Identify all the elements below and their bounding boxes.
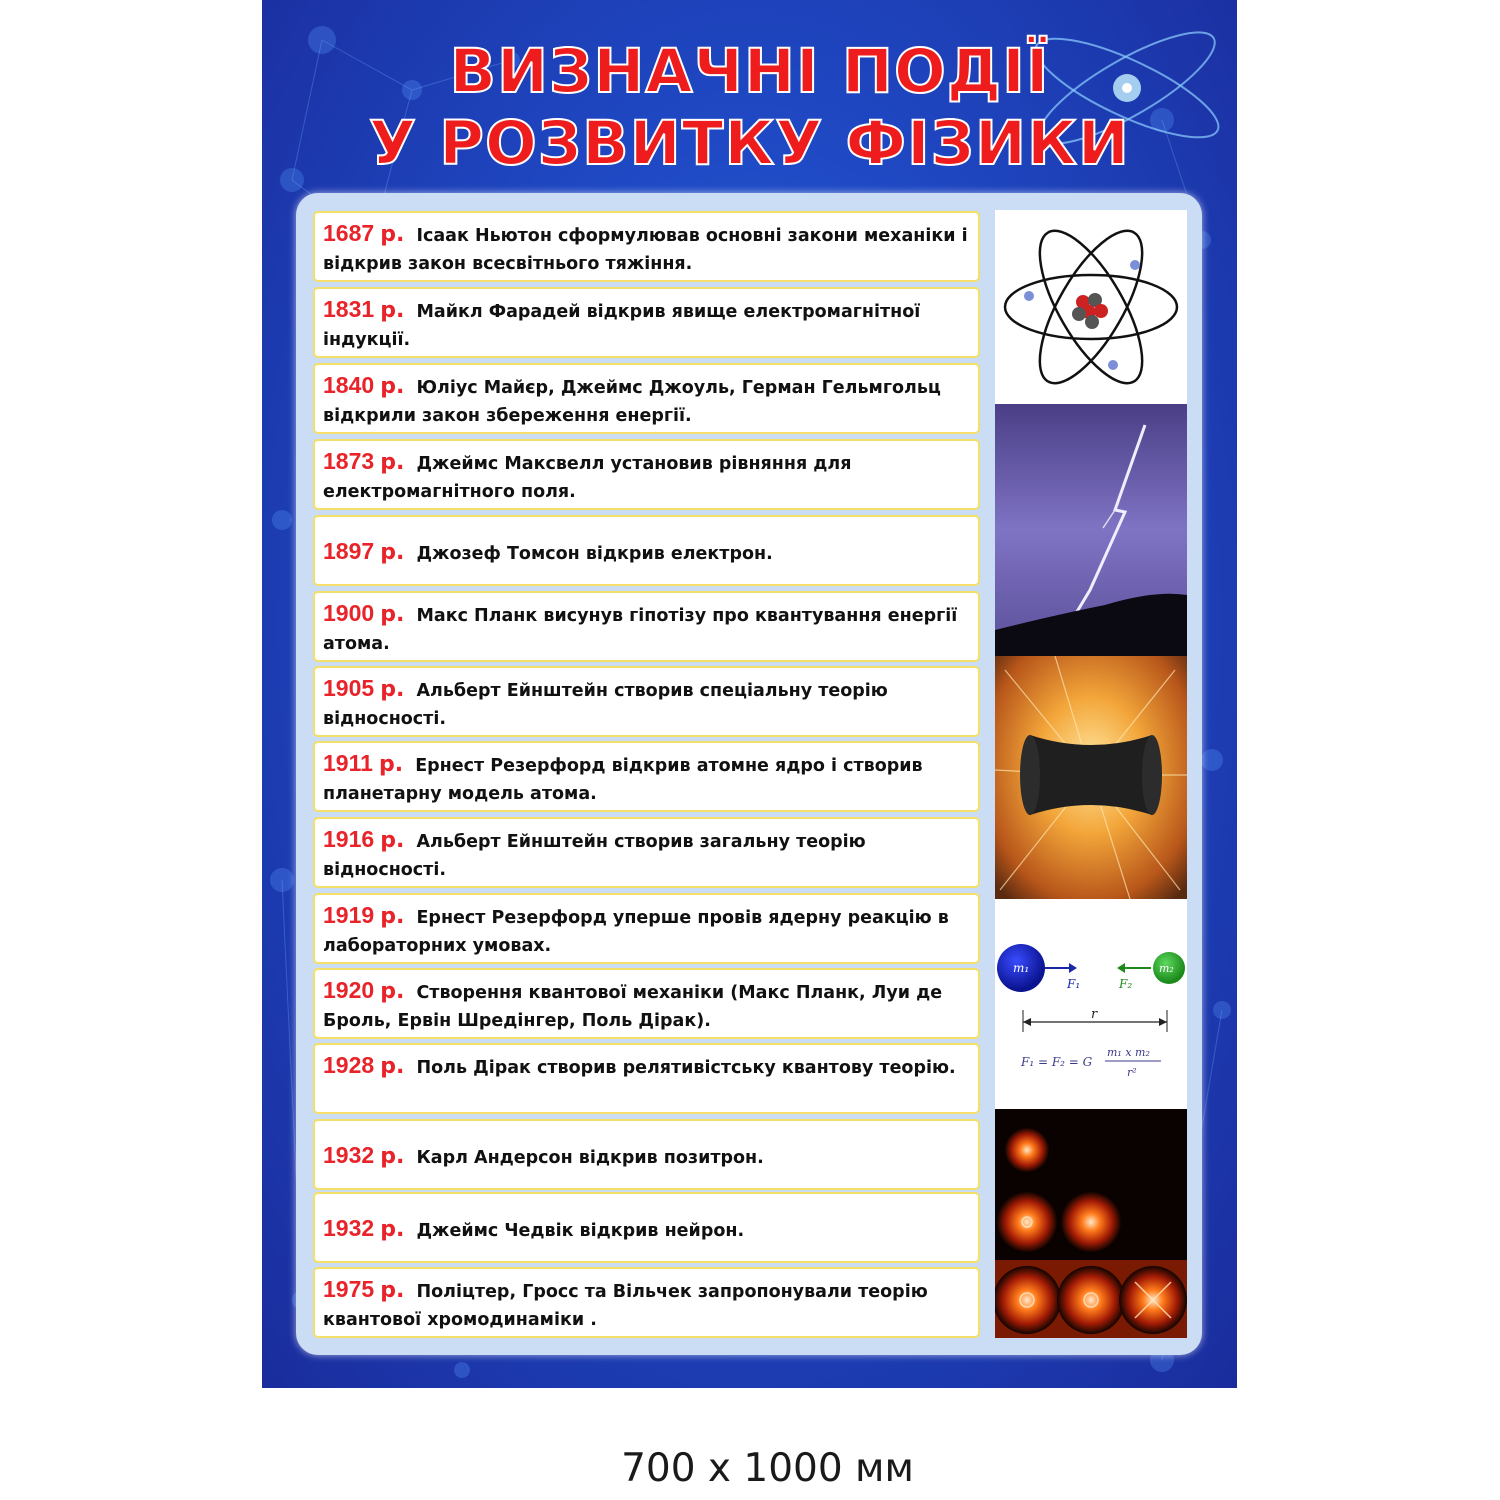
r-label: r [1091, 1007, 1098, 1022]
event-year: 1905 [323, 675, 375, 701]
event-year: 1932 [323, 1142, 375, 1168]
event-year: 1975 [323, 1276, 375, 1302]
event-year-suffix: р. [380, 979, 405, 1004]
event-year-suffix: р. [380, 1054, 405, 1079]
event-card [313, 893, 980, 964]
event-year: 1840 [323, 372, 375, 398]
title-line-1: ВИЗНАЧНІ ПОДІЇ [449, 36, 1050, 107]
event-text: Майкл Фарадей відкрив явище електромагнітної індукції. [323, 302, 921, 350]
event-card [313, 666, 980, 737]
event-year: 1920 [323, 977, 375, 1003]
particle-collision-photo [995, 656, 1187, 899]
illustration-column [995, 210, 1187, 1338]
poster-title [262, 36, 1237, 180]
event-year: 1928 [323, 1052, 375, 1078]
event-card [313, 591, 980, 662]
event-card [313, 515, 980, 586]
m1-label: m₁ [1013, 961, 1030, 975]
event-card [313, 211, 980, 282]
event-text: Ісаак Ньютон сформулював основні закони механіки і відкрив закон всесвітнього тяжіння. [323, 226, 968, 274]
event-text: Джеймс Максвелл установив рівняння для електромагнітного поля. [323, 454, 852, 502]
event-year-suffix: р. [380, 1144, 405, 1169]
event-year: 1831 [323, 296, 375, 322]
event-year: 1873 [323, 448, 375, 474]
event-year-suffix: р. [380, 1278, 405, 1303]
event-card [313, 1043, 980, 1114]
event-text: Ернест Резерфорд уперше провів ядерну реакцію в лабораторних умовах. [323, 908, 949, 956]
event-year-suffix: р. [380, 602, 405, 627]
event-year: 1911 [323, 750, 373, 776]
m2-label: m₂ [1159, 962, 1174, 975]
event-year-suffix: р. [380, 904, 405, 929]
event-year-suffix: р. [380, 1217, 405, 1242]
event-card [313, 741, 980, 812]
event-year-suffix: р. [380, 540, 405, 565]
event-year-suffix: р. [380, 828, 405, 853]
event-year: 1932 [323, 1215, 375, 1241]
f2-label: F₂ [1119, 977, 1133, 991]
event-text: Створення квантової механіки (Макс Планк, Луи де Броль, Ервін Шредінгер, Поль Дірак). [323, 983, 943, 1031]
event-text: Карл Андерсон відкрив позитрон. [416, 1148, 764, 1168]
event-year: 1687 [323, 220, 375, 246]
event-card [313, 363, 980, 434]
f1-label: F₁ [1067, 977, 1081, 991]
atom-icon [995, 210, 1187, 404]
event-year: 1919 [323, 902, 375, 928]
lightning-photo [995, 404, 1187, 656]
gravity-diagram [995, 899, 1187, 1109]
event-year-suffix: р. [380, 450, 405, 475]
event-year-suffix: р. [380, 298, 405, 323]
event-text: Ернест Резерфорд відкрив атомне ядро і створив планетарну модель атома. [323, 756, 923, 804]
formula-left: F₁ = F₂ = G [1021, 1055, 1093, 1069]
formula-numerator: m₁ x m₂ [1107, 1046, 1150, 1059]
event-year: 1897 [323, 538, 375, 564]
event-card [313, 1119, 980, 1190]
orbital-heatmap [995, 1109, 1187, 1338]
event-text: Альберт Ейнштейн створив загальну теорію відносності. [323, 832, 866, 880]
title-line-2: У РОЗВИТКУ ФІЗИКИ [369, 108, 1130, 179]
event-year-suffix: р. [379, 752, 404, 777]
event-year: 1900 [323, 600, 375, 626]
event-card [313, 968, 980, 1039]
event-year-suffix: р. [380, 374, 405, 399]
event-text: Поль Дірак створив релятивістську квантову теорію. [416, 1058, 956, 1078]
event-card [313, 439, 980, 510]
event-text: Поліцтер, Гросс та Вільчек запропонували теорію квантової хромодинаміки . [323, 1282, 928, 1330]
event-year-suffix: р. [380, 677, 405, 702]
event-year: 1916 [323, 826, 375, 852]
event-text: Джеймс Чедвік відкрив нейрон. [416, 1221, 745, 1241]
event-text: Джозеф Томсон відкрив електрон. [416, 544, 773, 564]
size-caption: 700 x 1000 мм [621, 1446, 914, 1491]
event-card [313, 1192, 980, 1263]
formula-denominator: r² [1127, 1066, 1137, 1079]
event-card [313, 287, 980, 358]
event-text: Макс Планк висунув гіпотізу про квантування енергії атома. [323, 606, 958, 654]
event-text: Юліус Майєр, Джеймс Джоуль, Герман Гельмгольц відкрили закон збереження енергії. [323, 378, 941, 426]
event-year-suffix: р. [380, 222, 405, 247]
event-text: Альберт Ейнштейн створив спеціальну теорію відносності. [323, 681, 888, 729]
event-card [313, 817, 980, 888]
event-card [313, 1267, 980, 1338]
